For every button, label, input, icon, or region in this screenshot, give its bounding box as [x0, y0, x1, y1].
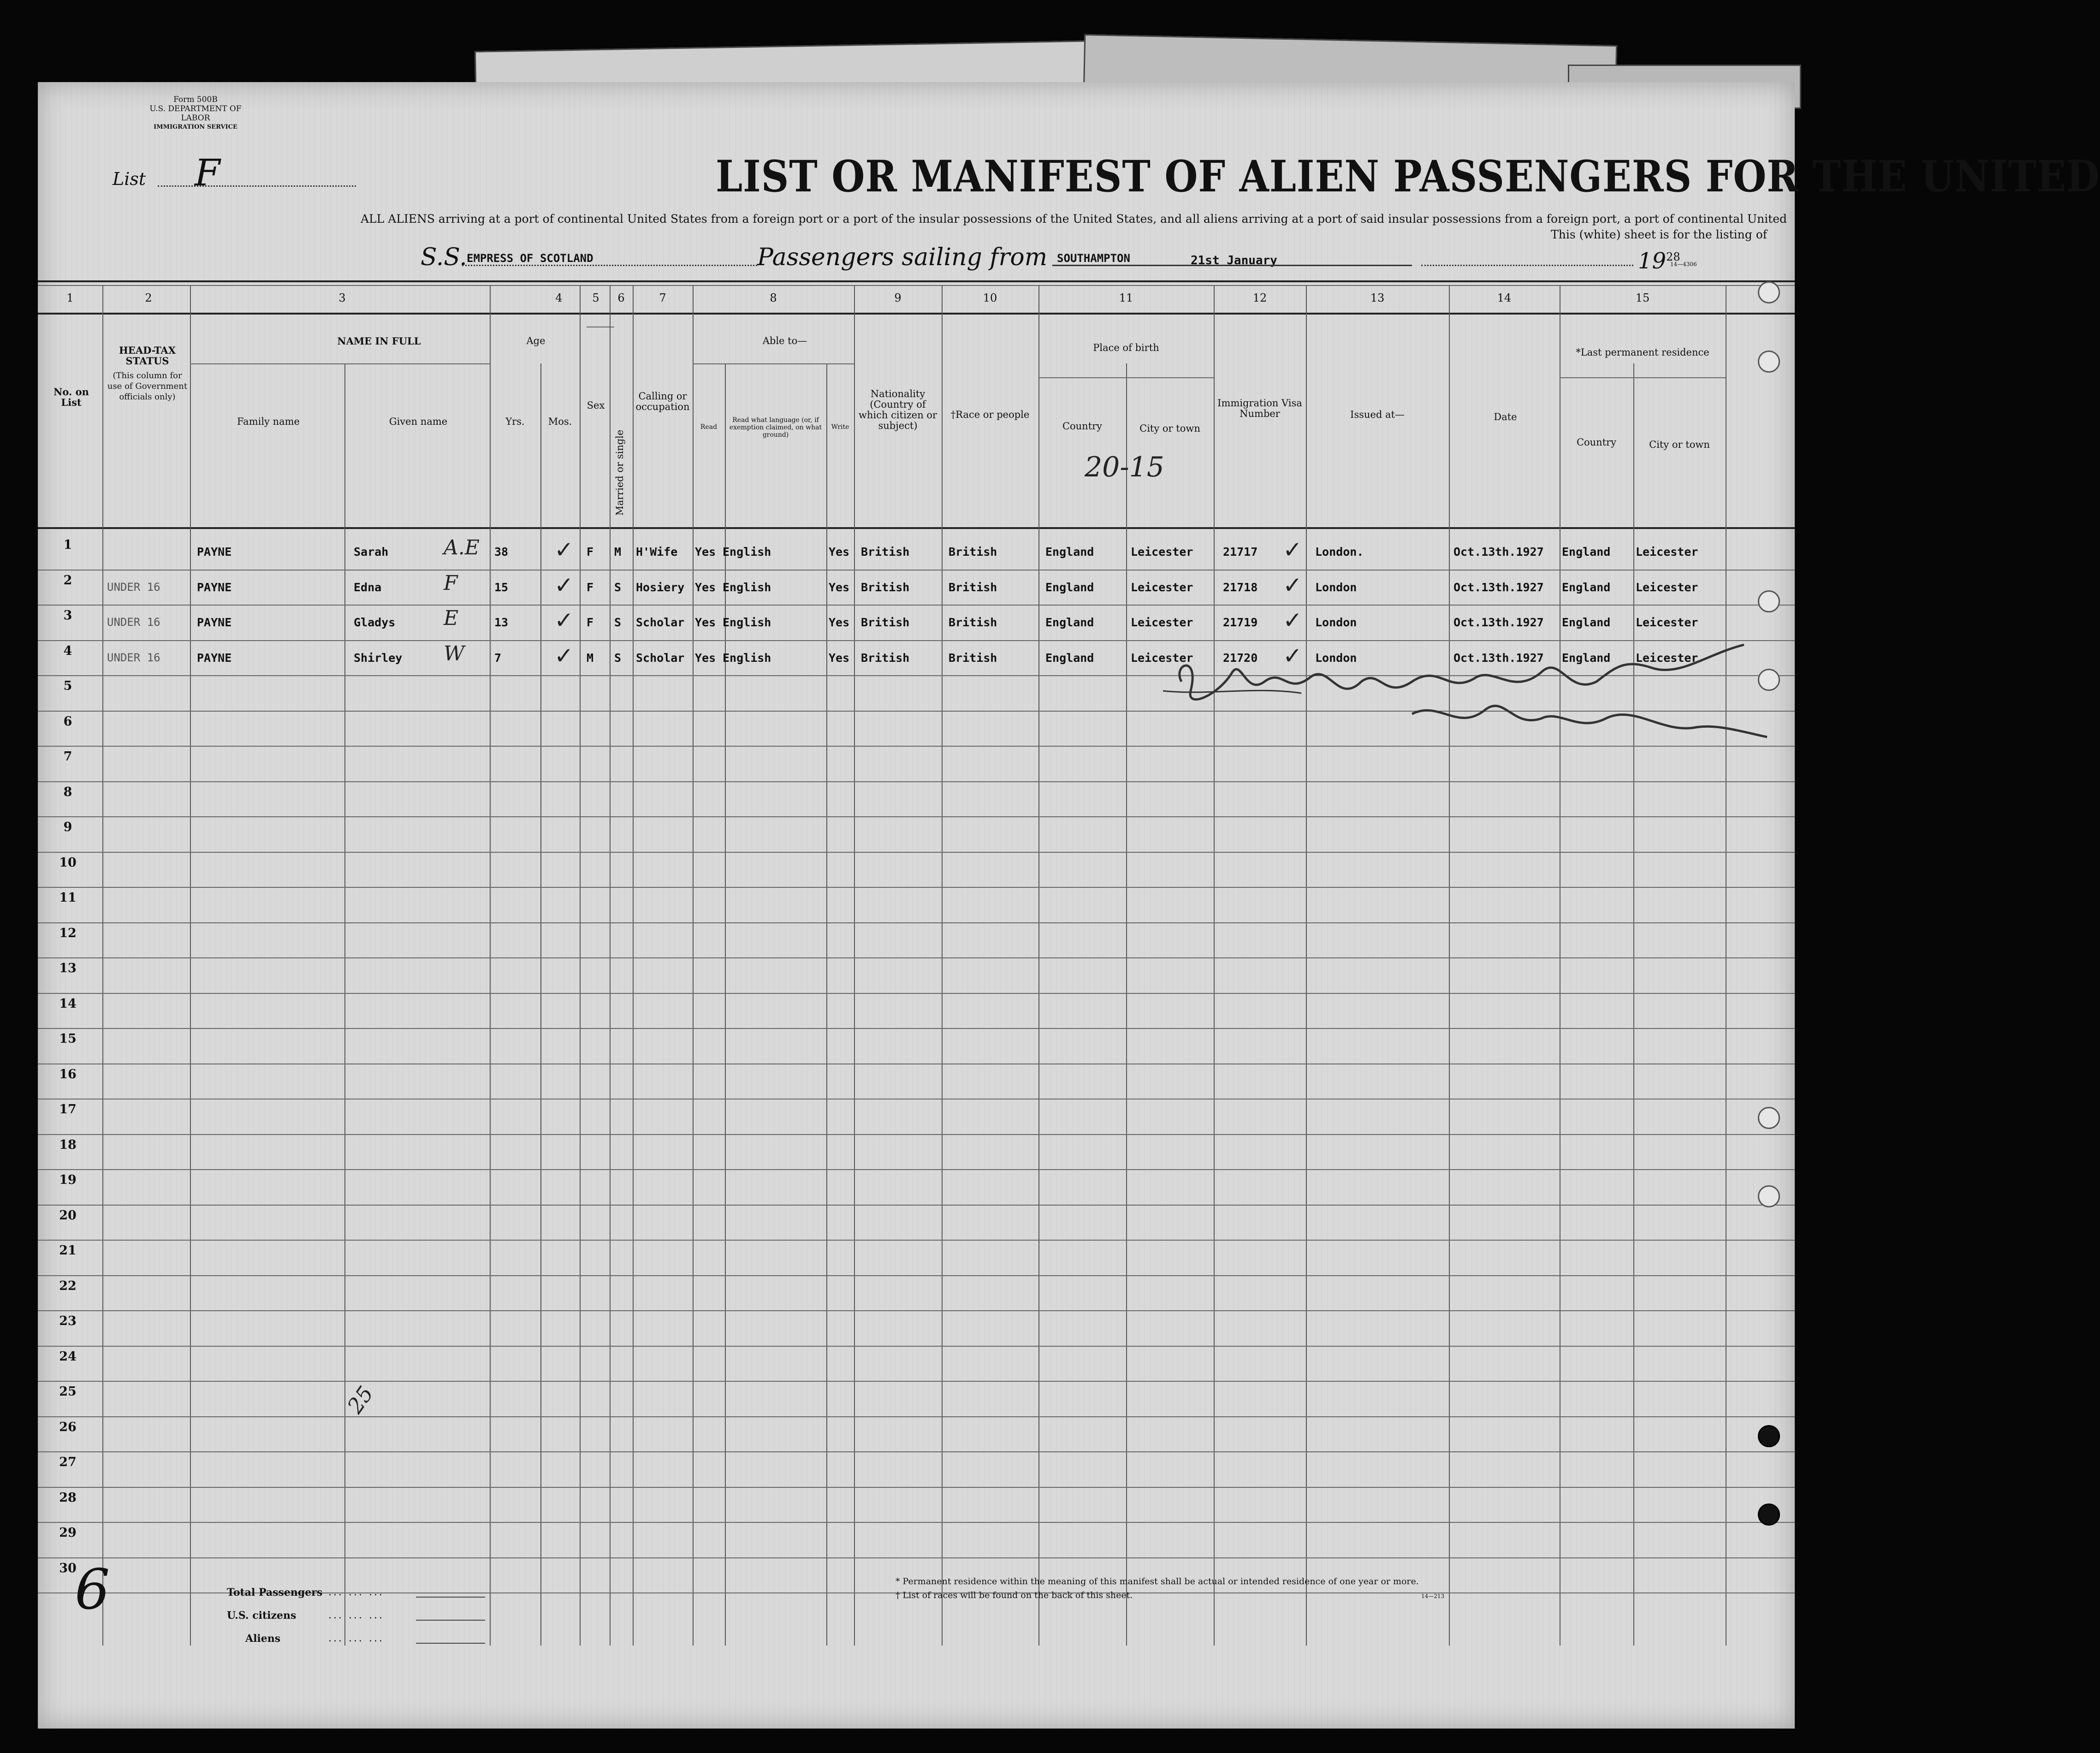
footer-citizens-line: [416, 1620, 485, 1621]
cell-language: English: [723, 616, 771, 629]
binder-hole: [1758, 1107, 1780, 1129]
cell-issued: London: [1315, 616, 1357, 629]
footer-dots: ... ... ...: [328, 1610, 384, 1621]
cell-family: PAYNE: [197, 580, 232, 594]
row-number: 23: [59, 1314, 77, 1328]
cell-city: Leicester: [1131, 580, 1193, 594]
header-birth-country: Country: [1062, 421, 1103, 432]
cell-write: Yes: [829, 651, 850, 665]
handwritten-marginal-number: 25: [342, 1381, 379, 1418]
cell-res-city: Leicester: [1636, 580, 1698, 594]
handwritten-initial: A.E: [444, 536, 480, 559]
row-number: 26: [59, 1420, 77, 1434]
check-mark-icon: ✓: [1283, 536, 1302, 563]
subheader-rule: [693, 363, 854, 364]
column-number: 13: [1370, 291, 1385, 304]
header-issued-at: Issued at—: [1350, 409, 1405, 420]
cell-date: Oct.13th.1927: [1453, 651, 1544, 665]
row-rule: [38, 1169, 1795, 1170]
cell-city: Leicester: [1131, 545, 1193, 559]
row-rule: [38, 1205, 1795, 1206]
cell-nationality: British: [861, 651, 910, 665]
cell-family: PAYNE: [197, 651, 232, 665]
row-number: 7: [63, 749, 72, 764]
column-divider: [610, 285, 611, 1646]
column-number: 1: [66, 291, 74, 304]
cell-visa: 21720: [1223, 651, 1258, 665]
cell-country: England: [1045, 545, 1094, 559]
ship-underline: [462, 265, 757, 266]
column-divider: [1038, 285, 1039, 1646]
row-number: 15: [59, 1032, 77, 1046]
check-mark-icon: ✓: [554, 536, 574, 563]
binder-hole: [1758, 1503, 1780, 1526]
row-number: 24: [59, 1349, 77, 1364]
row-rule: [38, 852, 1795, 853]
cell-ms: S: [614, 616, 622, 629]
check-mark-icon: ✓: [554, 642, 574, 669]
cell-occupation: Scholar: [636, 616, 685, 629]
cell-occupation: H'Wife: [636, 545, 678, 559]
departure-port: SOUTHAMPTON: [1057, 252, 1130, 265]
cell-race: British: [949, 580, 997, 594]
cell-language: English: [723, 545, 771, 559]
cell-given: Sarah: [354, 545, 389, 559]
column-divider: [1126, 363, 1127, 1646]
row-number: 20: [59, 1208, 77, 1223]
header-mos: Mos.: [548, 416, 572, 427]
header-visa-number: Immigration Visa Number: [1217, 398, 1302, 419]
row-number: 25: [59, 1385, 77, 1399]
cell-res-city: Leicester: [1636, 616, 1698, 629]
header-rule: [38, 280, 1795, 282]
row-rule: [38, 957, 1795, 958]
column-number: 8: [770, 291, 777, 304]
header-given-name: Given name: [389, 416, 448, 427]
header-rule: [38, 285, 1795, 286]
list-value: F: [195, 151, 220, 194]
column-number: 11: [1119, 291, 1133, 304]
row-number: 17: [59, 1102, 77, 1117]
row-rule: [38, 1275, 1795, 1276]
cell-city: Leicester: [1131, 616, 1193, 629]
header-family-name: Family name: [237, 416, 300, 427]
row-number: 21: [59, 1243, 77, 1258]
binder-hole: [1758, 1185, 1780, 1207]
column-number: 14: [1497, 291, 1512, 304]
row-number: 8: [63, 784, 72, 799]
column-number: 12: [1252, 291, 1267, 304]
row-rule: [38, 993, 1795, 994]
page-title: LIST OR MANIFEST OF ALIEN PASSENGERS FOR THE UNITED: [716, 151, 2100, 202]
check-mark-icon: ✓: [554, 571, 574, 599]
row-number: 11: [59, 891, 77, 905]
cell-given: Edna: [354, 580, 382, 594]
header-date: Date: [1494, 411, 1517, 422]
row-number: 6: [63, 714, 72, 729]
cell-country: England: [1045, 616, 1094, 629]
row-rule: [38, 1346, 1795, 1347]
check-mark-icon: ✓: [1283, 571, 1302, 599]
year-prefix: 19: [1638, 248, 1667, 274]
check-mark-icon: ✓: [1283, 642, 1302, 669]
header-place-of-birth: Place of birth: [1093, 342, 1159, 353]
handwritten-page-number: 6: [75, 1558, 110, 1622]
footer-code: 14—213: [1421, 1593, 1445, 1599]
cell-issued: London: [1315, 580, 1357, 594]
footer-total-label: Total Passengers: [227, 1587, 323, 1598]
footnote-races: † List of races will be found on the back of this sheet.: [896, 1590, 1133, 1600]
cell-nationality: British: [861, 545, 910, 559]
header-sex: Sex: [587, 400, 605, 411]
header-res-city: City or town: [1649, 439, 1710, 450]
column-divider: [826, 363, 827, 1646]
department-name: U.S. DEPARTMENT OF LABOR: [149, 104, 242, 123]
column-number: 2: [145, 291, 152, 304]
binder-hole: [1758, 351, 1780, 373]
column-number: 3: [338, 291, 346, 304]
header-res-country: Country: [1576, 437, 1617, 448]
column-number: 7: [659, 291, 666, 304]
header-no-on-list: No. on List: [53, 386, 89, 408]
subheader-rule: [1038, 377, 1214, 378]
row-number: 5: [63, 679, 72, 693]
row-number: 3: [63, 608, 72, 623]
header-age: Age: [526, 335, 546, 346]
header-name-in-full: NAME IN FULL: [337, 335, 421, 347]
column-divider: [1306, 285, 1307, 1646]
cell-language: English: [723, 580, 771, 594]
form-number: Form 500B: [173, 95, 218, 104]
row-number: 9: [63, 820, 72, 834]
cell-res-country: England: [1562, 580, 1611, 594]
header-head-tax: HEAD-TAX STATUS: [119, 345, 176, 367]
column-divider: [1449, 285, 1450, 1646]
cell-visa: 21719: [1223, 616, 1258, 629]
cell-status: UNDER 16: [107, 616, 160, 629]
cell-sex: F: [587, 616, 594, 629]
row-number: 12: [59, 926, 77, 940]
row-number: 22: [59, 1278, 77, 1293]
cell-race: British: [949, 545, 997, 559]
cell-occupation: Hosiery: [636, 580, 685, 594]
cell-issued: London.: [1315, 545, 1364, 559]
column-divider: [490, 285, 491, 1646]
row-rule: [38, 605, 1795, 606]
header-race: †Race or people: [950, 409, 1030, 420]
cell-family: PAYNE: [197, 616, 232, 629]
row-rule: [38, 1134, 1795, 1135]
row-rule: [38, 1240, 1795, 1241]
row-rule: [38, 1381, 1795, 1382]
list-label: List: [113, 169, 146, 189]
cell-family: PAYNE: [197, 545, 232, 559]
cell-given: Shirley: [354, 651, 403, 665]
footer-citizens-label: U.S. citizens: [227, 1610, 297, 1622]
sailing-date: 21st January: [1191, 254, 1277, 267]
row-number: 10: [59, 855, 77, 870]
header-able-to: Able to—: [762, 335, 807, 346]
footnote-residence: * Permanent residence within the meaning of this manifest shall be actual or intended residence of one year or more.: [896, 1576, 1419, 1587]
cell-date: Oct.13th.1927: [1453, 545, 1544, 559]
cell-sex: F: [587, 580, 594, 594]
row-number: 2: [63, 573, 72, 588]
subtitle: ALL ALIENS arriving at a port of continental United States from a foreign port or a port of the insular possessions of the United States, and all aliens arriving at a port of said insular possessions from a foreign port, a port of continental United: [361, 212, 1787, 226]
cell-race: British: [949, 616, 997, 629]
column-divider: [344, 363, 345, 1646]
header-body-rule: [38, 527, 1795, 529]
handwritten-signature: [1163, 626, 1781, 783]
cell-write: Yes: [829, 545, 850, 559]
form-identifier: [140, 95, 251, 132]
row-rule: [38, 1557, 1795, 1558]
cell-write: Yes: [829, 616, 850, 629]
column-divider: [1633, 363, 1634, 1646]
cell-read: Yes: [695, 616, 716, 629]
cell-issued: London: [1315, 651, 1357, 665]
cell-yrs: 15: [494, 580, 509, 594]
footer-dots: ... ... ...: [328, 1633, 384, 1644]
column-divider: [580, 285, 581, 1646]
cell-yrs: 13: [494, 616, 509, 629]
header-married-single: Married or single: [614, 429, 625, 516]
cell-yrs: 38: [494, 545, 509, 559]
cell-res-country: England: [1562, 545, 1611, 559]
row-rule: [38, 1451, 1795, 1452]
cell-read: Yes: [695, 651, 716, 665]
binder-hole: [1758, 669, 1780, 691]
column-divider: [1214, 285, 1215, 1646]
footer-aliens-line: [416, 1643, 485, 1644]
manifest-sheet: [38, 82, 2100, 1729]
row-number: 28: [59, 1490, 77, 1505]
cell-res-country: England: [1562, 616, 1611, 629]
header-write: Write: [831, 423, 849, 431]
cell-city: Leicester: [1131, 651, 1193, 665]
cell-language: English: [723, 651, 771, 665]
column-divider: [633, 285, 634, 1646]
cell-sex: F: [587, 545, 594, 559]
row-number: 27: [59, 1455, 77, 1469]
cell-nationality: British: [861, 580, 910, 594]
cell-ms: M: [614, 545, 622, 559]
binder-hole: [1758, 1425, 1780, 1447]
cell-date: Oct.13th.1927: [1453, 580, 1544, 594]
row-number: 4: [63, 643, 72, 658]
header-last-residence: *Last permanent residence: [1576, 347, 1709, 358]
header-birth-city: City or town: [1139, 423, 1200, 434]
cell-read: Yes: [695, 580, 716, 594]
header-read: Read: [700, 423, 718, 431]
cell-visa: 21718: [1223, 580, 1258, 594]
row-number: 18: [59, 1137, 77, 1152]
column-divider: [854, 285, 855, 1646]
row-number: 19: [59, 1173, 77, 1187]
row-number: 14: [59, 996, 77, 1011]
row-number: 13: [59, 961, 77, 975]
list-underline: [158, 185, 356, 187]
column-number: 5: [592, 291, 599, 304]
column-number: 10: [983, 291, 997, 304]
header-head-tax-note: (This column for use of Government officials only): [107, 371, 188, 402]
form-code: 14—4306: [1670, 261, 1697, 267]
cell-country: England: [1045, 580, 1094, 594]
handwritten-initial: E: [444, 606, 459, 630]
column-number: 9: [894, 291, 902, 304]
date-underline: [1421, 265, 1633, 266]
subtitle-sheet-note: This (white) sheet is for the listing of: [1551, 228, 1767, 241]
cell-ms: S: [614, 580, 622, 594]
row-number: 29: [59, 1526, 77, 1540]
column-divider: [540, 363, 541, 1646]
cell-given: Gladys: [354, 616, 396, 629]
column-divider: [693, 285, 694, 1646]
binder-hole: [1758, 590, 1780, 612]
handwritten-initial: W: [444, 642, 465, 666]
row-rule: [38, 922, 1795, 923]
header-calling: Calling or occupation: [635, 391, 690, 412]
header-rule: [38, 313, 1795, 315]
column-number: 15: [1635, 291, 1650, 304]
handwritten-birth-note: 20-15: [1085, 451, 1164, 483]
row-rule: [38, 816, 1795, 817]
column-number: 6: [617, 291, 625, 304]
year-suffix: 28: [1666, 250, 1680, 263]
manifest-table: [38, 285, 1795, 1646]
cell-visa: 21717: [1223, 545, 1258, 559]
subheader-rule: [1560, 377, 1726, 378]
header-nationality: Nationality (Country of which citizen or subject): [858, 388, 937, 431]
footer-dots: ... ... ...: [328, 1587, 384, 1598]
cell-date: Oct.13th.1927: [1453, 616, 1544, 629]
row-number: 1: [63, 538, 72, 552]
header-yrs: Yrs.: [505, 416, 525, 427]
cell-res-country: England: [1562, 651, 1611, 665]
cell-status: UNDER 16: [107, 580, 160, 594]
row-rule: [38, 1487, 1795, 1488]
port-underline: [1052, 265, 1412, 266]
subheader-rule: [190, 363, 490, 364]
row-rule: [38, 1416, 1795, 1417]
cell-ms: S: [614, 651, 622, 665]
row-rule: [38, 1522, 1795, 1523]
cell-sex: M: [587, 651, 594, 665]
cell-read: Yes: [695, 545, 716, 559]
cell-yrs: 7: [494, 651, 502, 665]
check-mark-icon: ✓: [1283, 607, 1302, 634]
row-number: 30: [59, 1561, 77, 1575]
cell-status: UNDER 16: [107, 651, 160, 664]
row-rule: [38, 1028, 1795, 1029]
sailing-label: Passengers sailing from: [757, 244, 1048, 271]
row-number: 16: [59, 1067, 77, 1082]
header-read-what: Read what language (or, if exemption claimed, on what ground): [729, 416, 822, 439]
column-number: 4: [555, 291, 563, 304]
cell-res-city: Leicester: [1636, 545, 1698, 559]
ss-label: S.S.: [421, 244, 467, 271]
cell-write: Yes: [829, 580, 850, 594]
column-divider: [190, 285, 191, 1646]
check-mark-icon: ✓: [554, 607, 574, 634]
row-rule: [38, 1310, 1795, 1311]
row-rule: [38, 887, 1795, 888]
ship-name: EMPRESS OF SCOTLAND: [467, 252, 593, 265]
binder-hole: [1758, 281, 1780, 303]
column-divider: [942, 285, 943, 1646]
column-divider: [102, 285, 103, 1646]
service-name: IMMIGRATION SERVICE: [154, 124, 237, 131]
footer-total-line: [416, 1597, 485, 1598]
cell-race: British: [949, 651, 997, 665]
cell-country: England: [1045, 651, 1094, 665]
cell-occupation: Scholar: [636, 651, 685, 665]
handwritten-initial: F: [444, 571, 458, 595]
cell-res-city: Leicester: [1636, 651, 1698, 665]
footer-aliens-label: Aliens: [245, 1633, 281, 1645]
cell-nationality: British: [861, 616, 910, 629]
